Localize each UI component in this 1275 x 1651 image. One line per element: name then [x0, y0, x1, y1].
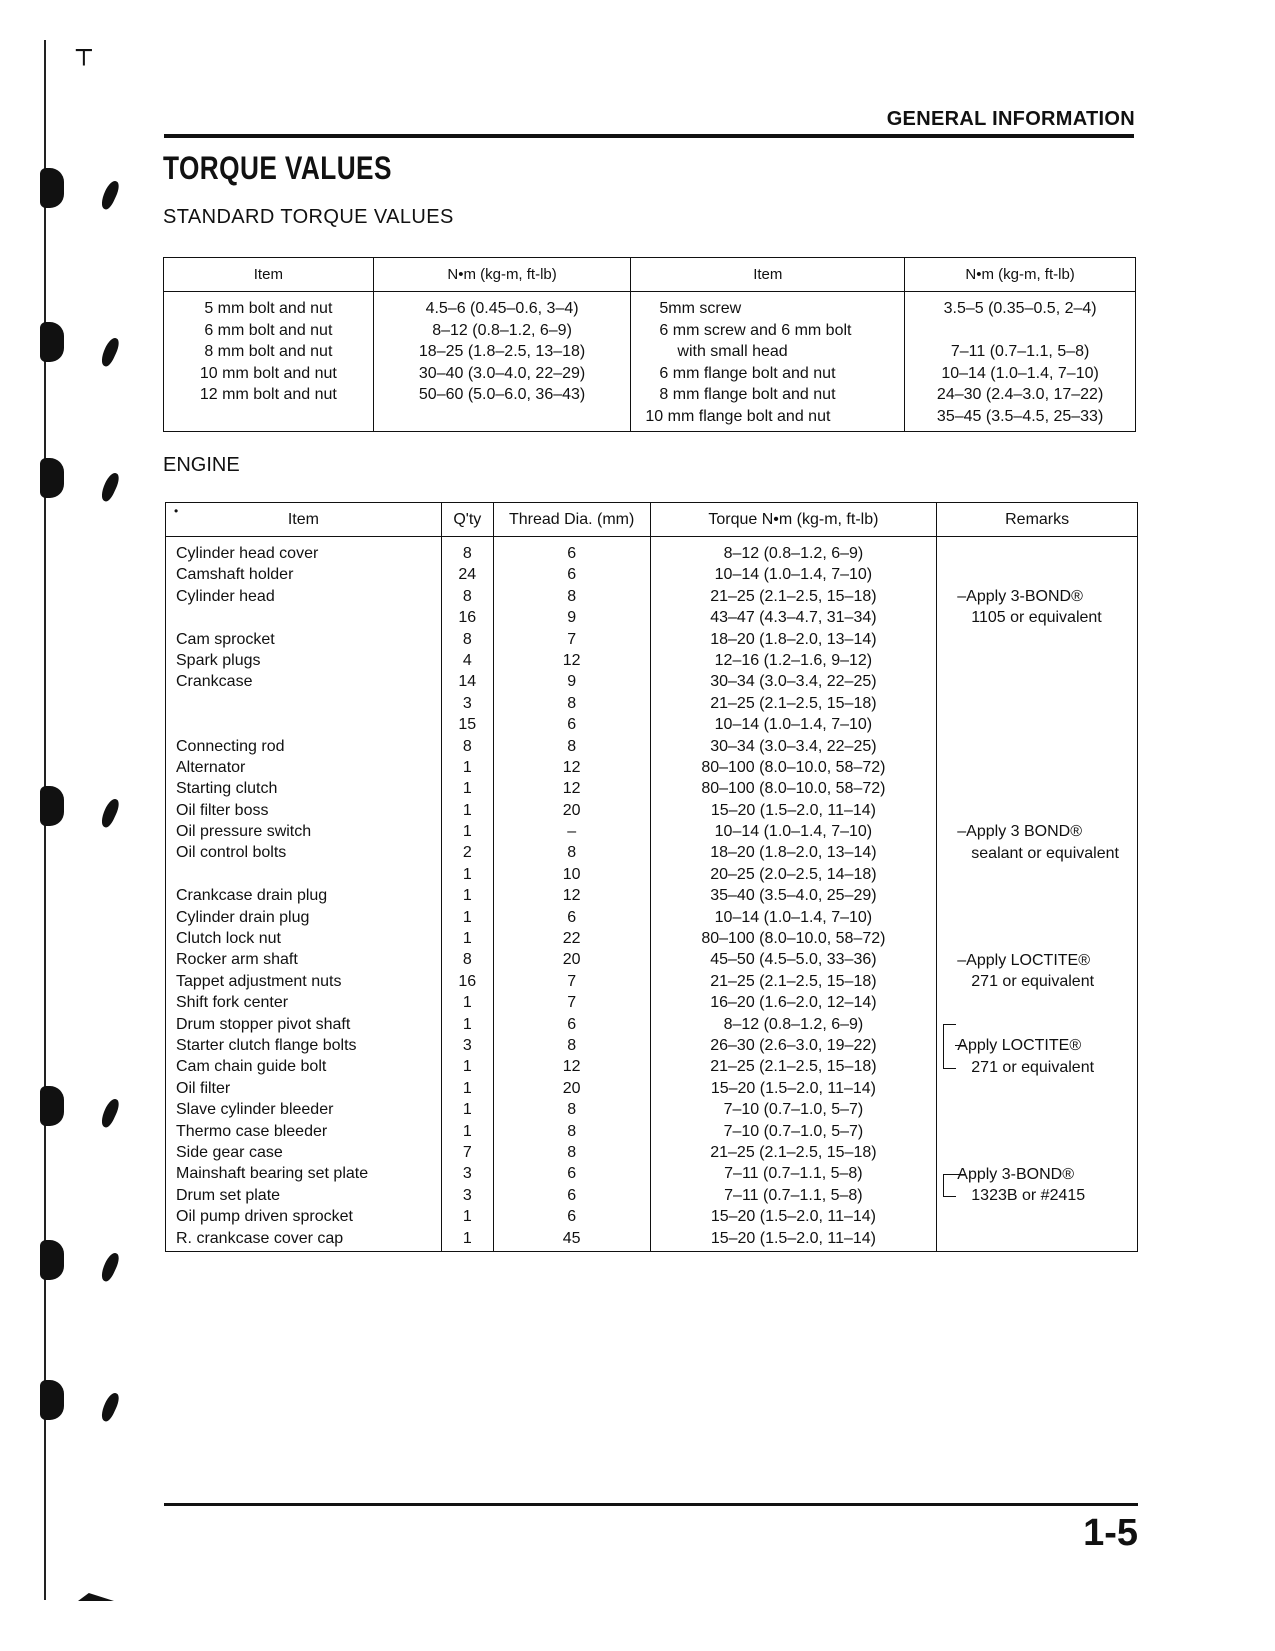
table-cell: 5 mm bolt and nut [204, 300, 333, 317]
table-cell: 12 [562, 887, 581, 905]
column-header: Q'ty [441, 503, 493, 537]
table-cell [166, 714, 441, 735]
table-cell: 8–12 (0.8–1.2, 6–9) [723, 545, 864, 562]
table-cell: 8–12 (0.8–1.2, 6–9) [723, 1015, 864, 1033]
table-cell: 8 [462, 545, 472, 562]
table-cell: 21–25 (2.1–2.5, 15–18) [710, 694, 877, 712]
table-cell: Starter clutch flange bolts [176, 1036, 357, 1054]
table-cell: Cam chain guide bolt [176, 1058, 327, 1076]
table-cell: Oil filter boss [176, 801, 269, 819]
table-cell: 3 [462, 1186, 472, 1204]
table-cell: 7–11 (0.7–1.1, 5–8) [724, 1186, 863, 1204]
binder-hole [40, 1240, 64, 1280]
table-cell: 12 mm bolt and nut [199, 386, 337, 403]
table-cell: 12–16 (1.2–1.6, 9–12) [714, 651, 873, 669]
table-cell: Cam sprocket [176, 630, 275, 648]
table-cell: 3.5–5 (0.35–0.5, 2–4) [943, 300, 1097, 317]
table-cell: 8 mm flange bolt and nut [659, 386, 836, 403]
table-cell: 6 [567, 1015, 577, 1033]
table-cell: 15 [458, 716, 477, 734]
table-cell: 10–14 (1.0–1.4, 7–10) [714, 716, 873, 734]
table-cell [905, 320, 1135, 342]
column-header: Thread Dia. (mm) [493, 503, 650, 537]
table-cell: 4 [462, 651, 472, 669]
table-cell: 16–20 (1.6–2.0, 12–14) [710, 994, 877, 1012]
table-cell: 8 [567, 587, 577, 605]
table-cell: 3 [462, 1036, 472, 1054]
table-cell: Cylinder drain plug [176, 908, 310, 926]
table-cell: 80–100 (8.0–10.0, 58–72) [701, 930, 886, 948]
table-cell: 1 [462, 1122, 472, 1140]
table-cell: 21–25 (2.1–2.5, 15–18) [710, 587, 877, 605]
torque-column [650, 537, 937, 1252]
remark-text: –Apply 3-BOND® [957, 587, 1083, 605]
corner-mark: ┬ [76, 36, 92, 66]
binder-hole [40, 458, 64, 498]
table-cell: 22 [562, 930, 581, 948]
table-cell: 24–30 (2.4–3.0, 17–22) [936, 386, 1104, 403]
table-cell: 21–25 (2.1–2.5, 15–18) [710, 1058, 877, 1076]
table-cell: with small head [677, 343, 788, 360]
item-column [166, 537, 442, 1252]
table-cell: 12 [562, 758, 581, 776]
table-cell: 15–20 (1.5–2.0, 11–14) [710, 1229, 876, 1247]
page-number: 1-5 [1083, 1512, 1138, 1554]
footer-rule [164, 1503, 1138, 1506]
table-cell: 15–20 (1.5–2.0, 11–14) [710, 801, 876, 819]
table-cell: Oil filter [176, 1079, 231, 1097]
binder-hole-mark [98, 1391, 122, 1423]
table-cell: 1 [462, 1058, 472, 1076]
table-cell: 7 [567, 972, 577, 990]
standard-heading: STANDARD TORQUE VALUES [163, 206, 454, 228]
table-cell: 6 [567, 545, 577, 562]
table-cell: 18–20 (1.8–2.0, 13–14) [710, 630, 877, 648]
table-cell: 7 [567, 630, 577, 648]
table-cell: 10–14 (1.0–1.4, 7–10) [714, 908, 873, 926]
table-cell: 8 [462, 951, 472, 969]
table-cell: 12 [562, 651, 581, 669]
binder-hole [40, 1086, 64, 1126]
binder-hole-mark [98, 336, 122, 368]
page-title: TORQUE VALUES [163, 150, 392, 186]
table-cell: 6 [567, 1186, 577, 1204]
column-header: Torque N•m (kg-m, ft-lb) [650, 503, 937, 537]
table-cell: 1 [462, 908, 472, 926]
table-cell [166, 693, 441, 714]
table-cell: 7–10 (0.7–1.0, 5–7) [723, 1101, 864, 1119]
table-cell: 45–50 (4.5–5.0, 33–36) [710, 951, 877, 969]
table-cell: 6 [567, 908, 577, 926]
table-cell: 10–14 (1.0–1.4, 7–10) [714, 823, 873, 841]
table-cell: 6 [567, 716, 577, 734]
table-cell: Camshaft holder [176, 566, 294, 584]
table-cell: 12 [562, 1058, 581, 1076]
table-cell: Oil pump driven sprocket [176, 1208, 353, 1226]
table-cell: 7–10 (0.7–1.0, 5–7) [723, 1122, 864, 1140]
table-cell: 7 [462, 1143, 472, 1161]
table-cell: 35–45 (3.5–4.5, 25–33) [936, 407, 1104, 425]
table-cell: Shift fork center [176, 994, 289, 1012]
table-cell: Thermo case bleeder [176, 1122, 328, 1140]
remark-text: Apply 3-BOND® [957, 1165, 1074, 1183]
table-cell: 20–25 (2.0–2.5, 14–18) [710, 865, 877, 883]
thread-dia-column [493, 537, 650, 1252]
table-cell: Connecting rod [176, 737, 285, 755]
table-cell: 7–11 (0.7–1.1, 5–8) [724, 1165, 863, 1183]
engine-torque-table [165, 502, 1138, 1252]
table-cell: 3 [462, 694, 472, 712]
table-cell: 8 [567, 737, 577, 755]
table-cell: 10 [562, 865, 581, 883]
table-cell: 8 mm bolt and nut [204, 343, 333, 360]
table-cell [166, 607, 441, 628]
table-cell: 9 [567, 609, 577, 627]
table-cell: Alternator [176, 758, 246, 776]
table-cell: 8 [567, 1036, 577, 1054]
binder-hole [40, 786, 64, 826]
column-header: Item [631, 258, 905, 292]
table-cell: 7–11 (0.7–1.1, 5–8) [950, 343, 1090, 360]
table-cell: Slave cylinder bleeder [176, 1101, 334, 1119]
table-cell: 6 [567, 1208, 577, 1226]
table-cell: 5mm screw [659, 300, 742, 317]
column-header: Remarks [937, 503, 1138, 537]
remark-text: sealant or equivalent [971, 844, 1119, 862]
remark-text: 271 or equivalent [971, 973, 1095, 990]
table-cell: 18–25 (1.8–2.5, 13–18) [418, 343, 586, 360]
table-cell: 21–25 (2.1–2.5, 15–18) [710, 972, 877, 990]
table-cell: 1 [462, 801, 472, 819]
table-cell: 6 [567, 1165, 577, 1183]
table-cell: 6 mm bolt and nut [204, 321, 333, 339]
binder-hole-mark [98, 1097, 122, 1129]
table-cell: 8 [567, 844, 577, 862]
left-item-column [164, 292, 374, 432]
table-cell: 7 [567, 994, 577, 1012]
table-cell [166, 864, 441, 885]
bullet-dot: • [174, 504, 179, 518]
table-cell: 10 mm bolt and nut [199, 364, 337, 382]
remark-text: Apply LOCTITE® [957, 1037, 1082, 1055]
binder-hole-mark [98, 179, 122, 211]
table-cell: 1 [462, 865, 472, 883]
table-cell: 35–40 (3.5–4.0, 25–29) [710, 887, 877, 905]
standard-torque-table [163, 257, 1136, 432]
engine-heading: ENGINE [163, 454, 240, 476]
table-cell: 10 mm flange bolt and nut [645, 407, 831, 425]
table-cell: Cylinder head cover [176, 545, 319, 562]
table-cell: 26–30 (2.6–3.0, 19–22) [710, 1036, 877, 1054]
table-cell: 10–14 (1.0–1.4, 7–10) [941, 364, 1099, 382]
table-cell: Rocker arm shaft [176, 951, 298, 969]
table-cell: Mainshaft bearing set plate [176, 1165, 369, 1183]
table-cell: 30–34 (3.0–3.4, 22–25) [710, 673, 877, 691]
table-cell: Drum set plate [176, 1186, 281, 1204]
table-cell: Clutch lock nut [176, 930, 281, 948]
column-header: Item [166, 503, 442, 537]
table-cell: 30–34 (3.0–3.4, 22–25) [710, 737, 877, 755]
table-cell: Tappet adjustment nuts [176, 972, 342, 990]
table-cell: 8 [567, 1122, 577, 1140]
table-cell: – [567, 823, 577, 841]
bottom-arrow-mark [78, 1593, 114, 1601]
table-cell: 12 [562, 780, 581, 798]
table-cell: 20 [562, 1079, 581, 1097]
table-cell: Starting clutch [176, 780, 278, 798]
table-cell: 1 [462, 930, 472, 948]
column-header: Item [164, 258, 374, 292]
table-cell: 1 [462, 1015, 472, 1033]
table-cell: 8 [462, 587, 472, 605]
table-cell: 10–14 (1.0–1.4, 7–10) [714, 566, 873, 584]
column-header: N•m (kg-m, ft-lb) [905, 258, 1136, 292]
table-cell: 1 [462, 994, 472, 1012]
right-item-column [631, 292, 905, 432]
binder-hole [40, 1380, 64, 1420]
remark-text: 1323B or #2415 [971, 1187, 1086, 1204]
qty-column [441, 537, 493, 1252]
table-cell: 6 mm flange bolt and nut [659, 364, 836, 382]
table-cell: 16 [458, 609, 477, 627]
table-cell: 1 [462, 823, 472, 841]
table-cell: 9 [567, 673, 577, 691]
table-cell: 1 [462, 780, 472, 798]
table-cell: 18–20 (1.8–2.0, 13–14) [710, 844, 877, 862]
bracket-tick [955, 1174, 965, 1196]
table-cell: 1 [462, 1101, 472, 1119]
table-cell: 21–25 (2.1–2.5, 15–18) [710, 1143, 877, 1161]
binder-hole-mark [98, 471, 122, 503]
remark-text: –Apply LOCTITE® [957, 951, 1090, 969]
table-cell: 1 [462, 758, 472, 776]
table-cell: 8 [567, 1101, 577, 1119]
table-cell: 8–12 (0.8–1.2, 6–9) [432, 321, 572, 339]
section-header: GENERAL INFORMATION [886, 108, 1135, 130]
table-cell: 80–100 (8.0–10.0, 58–72) [701, 780, 886, 798]
table-cell: 8 [462, 630, 472, 648]
table-cell: 30–40 (3.0–4.0, 22–29) [418, 364, 586, 382]
table-cell: 8 [567, 694, 577, 712]
binder-hole-mark [98, 797, 122, 829]
table-cell: 8 [462, 737, 472, 755]
table-cell: Oil pressure switch [176, 823, 312, 841]
remarks-column [937, 537, 1138, 1252]
table-cell: 1 [462, 1229, 472, 1247]
table-cell: 43–47 (4.3–4.7, 31–34) [710, 609, 877, 627]
table-cell: 1 [462, 1079, 472, 1097]
table-cell: Crankcase drain plug [176, 887, 328, 905]
table-cell: 6 mm screw and 6 mm bolt [659, 321, 852, 339]
table-cell: 2 [462, 844, 472, 862]
table-cell: Crankcase [176, 673, 253, 691]
header-rule [164, 134, 1134, 138]
table-cell: Drum stopper pivot shaft [176, 1015, 351, 1033]
binder-hole [40, 322, 64, 362]
table-cell: 4.5–6 (0.45–0.6, 3–4) [425, 300, 579, 317]
table-cell: 6 [567, 566, 577, 584]
table-cell: 15–20 (1.5–2.0, 11–14) [710, 1208, 876, 1226]
table-cell: Side gear case [176, 1143, 283, 1161]
table-cell: 3 [462, 1165, 472, 1183]
column-header: N•m (kg-m, ft-lb) [373, 258, 631, 292]
remark-text: 271 or equivalent [971, 1058, 1095, 1076]
binder-hole [40, 168, 64, 208]
bracket-tick [955, 1045, 965, 1067]
remark-text: –Apply 3 BOND® [957, 823, 1083, 841]
table-cell: 14 [458, 673, 477, 691]
remark-text: 1105 or equivalent [971, 609, 1102, 627]
table-cell: 1 [462, 887, 472, 905]
table-cell: 20 [562, 951, 581, 969]
table-cell: 16 [458, 972, 477, 990]
table-cell: R. crankcase cover cap [176, 1229, 344, 1247]
table-cell: 45 [562, 1229, 581, 1247]
table-cell: 50–60 (5.0–6.0, 36–43) [418, 386, 586, 403]
table-cell: Spark plugs [176, 651, 261, 669]
binder-hole-mark [98, 1251, 122, 1283]
table-cell: 80–100 (8.0–10.0, 58–72) [701, 758, 886, 776]
table-cell: 24 [458, 566, 477, 584]
left-value-column [373, 292, 631, 432]
table-cell: Cylinder head [176, 587, 275, 605]
table-cell: 20 [562, 801, 581, 819]
right-value-column [905, 292, 1136, 432]
table-cell: 15–20 (1.5–2.0, 11–14) [710, 1079, 876, 1097]
table-cell: Oil control bolts [176, 844, 287, 862]
table-cell: 8 [567, 1143, 577, 1161]
table-cell: 1 [462, 1208, 472, 1226]
